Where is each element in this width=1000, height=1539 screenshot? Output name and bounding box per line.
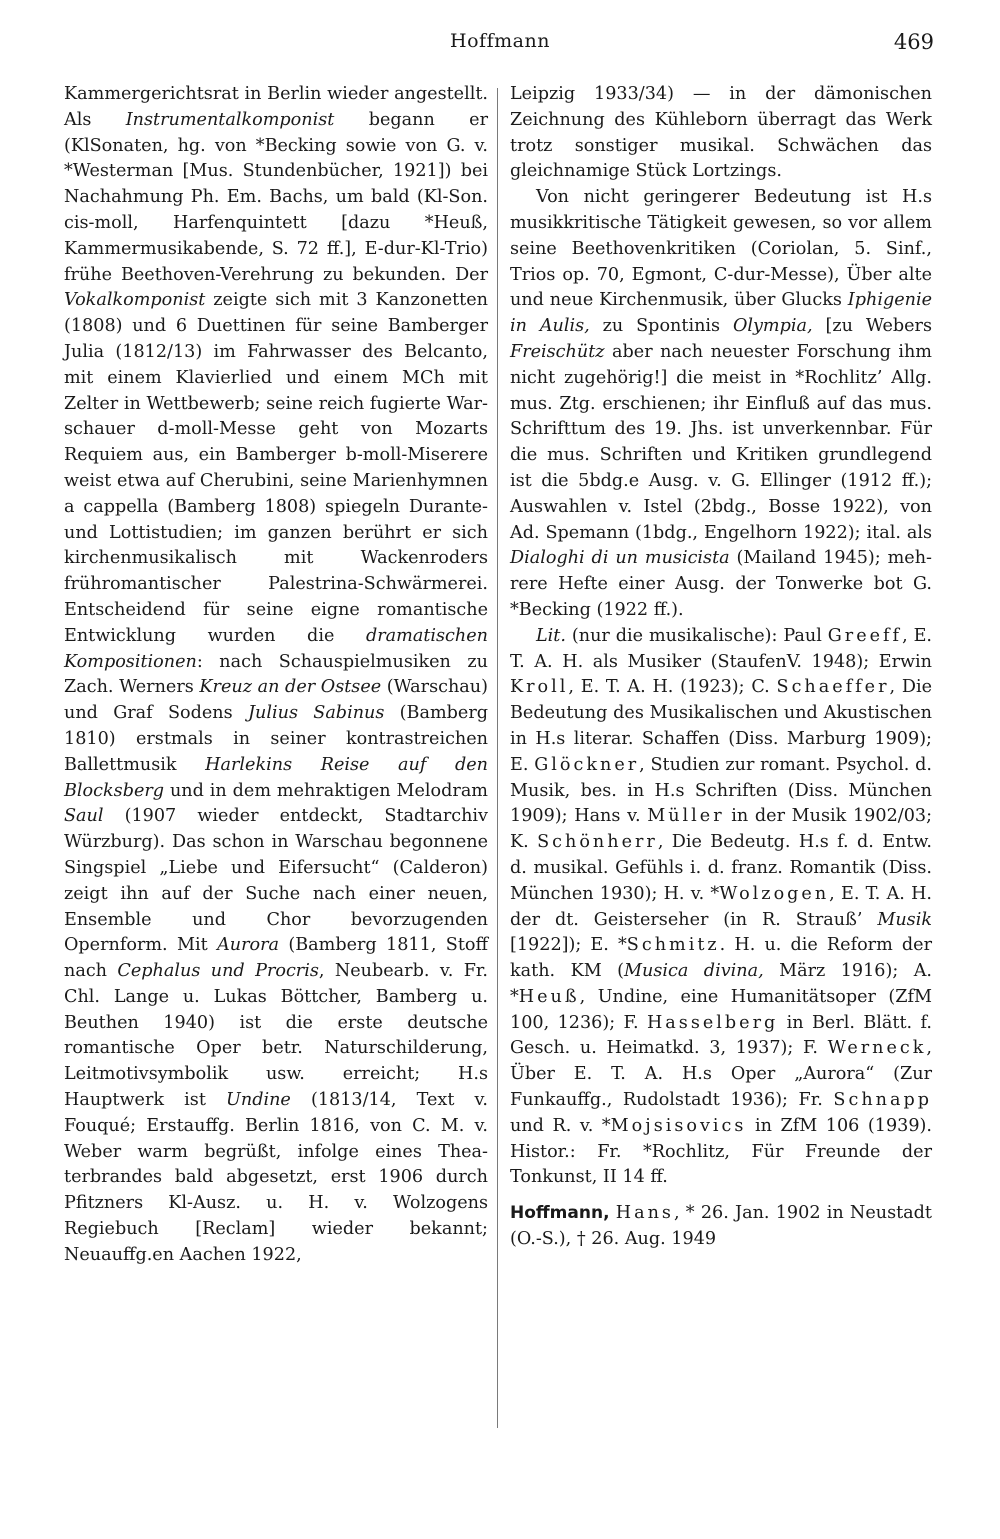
text-run: , Studien zur romant. Psychol. d. Musik, bes. in H.s Schriften (Diss. München 1909); Hans v. [510,754,932,827]
column-divider [497,88,498,1428]
text-run: . H. u. die Reform der kath. KM ( [510,935,932,982]
italic-title: Kreuz an der Ostsee [199,677,382,698]
text-run: März 1916); A. * [510,961,932,1007]
running-head-title: Hoffmann [450,30,550,52]
spaced-author: Greeff [827,625,903,646]
text-run: in der Musik 1902/03; K. [510,806,933,853]
italic-title: Undine [226,1090,291,1111]
text-run: Leipzig 1933/34) — in der dämonischen Zeichnung des Kühleborn überragt das Werk trotz sonstiger musikal. Schwächen das gleichnamige Stück Lortzings. [510,84,932,182]
text-run: [1922]); E. * [510,935,627,956]
italic-term: Instrumentalkomponist [125,109,335,130]
spaced-author: Heuß [518,986,580,1007]
italic-title: Julius Sabinus [247,703,385,724]
italic-term: Lit. [536,625,566,646]
text-run: in Berl. Blätt. f. Gesch. u. Heimatkd. 3, 1937); F. [510,1012,932,1059]
page-header [0,30,1000,64]
italic-title: Olympia, [732,316,813,337]
right-paragraph-literature [510,624,932,1192]
italic-title: Aurora [217,935,280,956]
text-run: zu Spontinis [589,316,733,337]
italic-title: Dialoghi di un musicista [510,548,730,569]
italic-title: Harlekins Reise auf den Blocksberg [64,754,488,801]
italic-title: Musica divina, [624,961,764,982]
right-column [510,82,932,1253]
text-run: Von nicht geringerer Bedeutung ist H.s musikkritische Tätigkeit gewesen, so vor allem seine Beethovenkritiken (Coriolan, 5. Sinf., Trios op. 70, Egmont, C-dur-Messe), Über alte und neue Kirchenmusik, über Glucks [510,187,932,311]
text-run: begann er (KlSonaten, hg. von *Becking sowie von G. v. *Westerman [Mus. Stundenbücher, 1921]) bei Nachahmung Ph. Em. Bachs, um bald (Kl-Son. cis-moll, Harfenquintett [dazu *Heuß, Kammermusikabende, S. 72 ff.], E-dur-Kl-Trio) frühe Beethoven-Verehrung zu bekunden. Der [64,109,488,285]
text-run: und in dem mehraktigen Melodram [164,780,488,801]
text-run: , Die Bedeutg. H.s f. d. Entw. d. musikal. Gefühls i. d. franz. Romantik (Diss. München 1930); H. v. * [510,832,932,904]
page-number: 469 [893,30,934,54]
text-run: , E. T. A. H. als Musiker (StaufenV. 1948); Erwin [510,625,932,672]
spaced-author: Mojsisovics [610,1115,747,1136]
text-run: , E. T. A. H. (1923); C. [568,677,777,698]
text-run: , Über E. T. A. H.s Oper „Aurora“ (Zur Funkauffg., Rudolstadt 1936); Fr. [510,1038,932,1111]
text-run: und R. v. * [510,1115,611,1136]
spaced-author: Schaeffer [776,677,890,698]
text-run: , Undine, eine Humanitätsoper (ZfM 100, 1236); F. [510,986,932,1033]
italic-title: Musik [877,909,932,930]
text-run: (Bamberg 1811, Stoff nach [64,935,488,982]
text-run: , E. T. A. H. der dt. Geisterseher (in R. Strauß’ [510,883,933,930]
new-entry-heading [510,1201,932,1253]
entry-name: Hoffmann, [510,1203,610,1224]
text-run: zeigte sich mit 3 Kanzonetten (1808) und 6 Duettinen für seine Bamberger Julia (1812/13) im Fahrwasser des Belcanto, mit einem Klavierlied und einem MCh mit Zelter in Wettbewerb; seine reich fugierte Warschauer d-moll-Messe geht von Mozarts Requiem aus, ein Bamberger b-moll-Miserere weist etwa auf Cherubini, seine Marienhymnen a cappella (Bamberg 1808) spiegeln Durante- und Lottistudien; im ganzen berührt er sich kirchenmusikalisch mit Wackenroders frühromantischer Palestrina-Schwärmerei. Entscheidend für seine eigne romantische Entwicklung wurden die [64,290,488,646]
text-run: [zu Webers [812,316,932,337]
text-run: in ZfM 106 (1939). Histor.: Fr. *Rochlitz, Für Freunde der Tonkunst, II 14 ff. [510,1115,932,1188]
text-run: aber nach neuester Forschung ihm nicht zugehörig!] die meist in *Rochlitz’ Allg. mus. Ztg. erschienen; ihr Einfluß auf das mus. Schrifttum des 19. Jhs. ist unverkennbar. Für die mus. Schriften und Kritiken grundlegend ist die 5bdg.e Ausg. v. G. Ellinger (1912 ff.); Auswahlen v. Istel (2bdg., Bosse 1922), von Ad. Spemann (1bdg., Engelhorn 1922); ital. als [510,341,932,543]
spaced-author: Wolzogen [719,883,830,904]
spaced-author: Schnapp [833,1090,932,1111]
italic-title: Iphigenie in Aulis, [510,290,932,337]
left-column [64,82,488,1269]
text-run: , * 26. Jan. 1902 in Neustadt (O.-S.), † 26. Aug. 1949 [510,1203,932,1250]
spaced-author: Schönherr [537,832,658,853]
italic-term: dramatischen Kompositionen [64,625,488,672]
spaced-author: Glöckner [534,754,640,775]
text-run: (Warschau) und Graf Sodens [64,677,488,724]
text-run: (1907 wieder entdeckt, Stadtarchiv Würzburg). Das schon in Warschau begonnene Singspiel „Liebe und Eifersucht“ (Calderon) zeigt ihn auf der Suche nach einer neuen, Ensemble und Chor bevorzugenden Opernform. Mit [64,806,488,956]
italic-title: Saul [64,806,104,827]
italic-term: Vokalkomponist [64,290,206,311]
entry-given-name: Hans [615,1203,674,1224]
spaced-author: Müller [647,806,725,827]
italic-title: Cephalus und Procris [117,961,319,982]
text-run: : nach Schauspielmusiken zu Zach. Werners [64,651,488,698]
right-paragraph-criticism [510,185,932,624]
text-run: (Bamberg 1810) erstmals in seiner kontrastreichen Ballettmusik [64,703,488,775]
text-run: (nur die musikalische): Paul [565,625,828,646]
text-run: , Neubearb. v. Fr. Chl. Lange u. Lukas Böttcher, Bamberg u. Beuthen 1940) ist die erste deutsche romantische Oper betr. Naturschilderung, Leitmotivsymbolik usw. erreicht; H.s Hauptwerk ist [64,961,488,1111]
text-run: Kammergerichtsrat in Berlin wieder angestellt. Als [64,84,488,130]
text-run: (1813/14, Text v. Fouqué; Erstauffg. Berlin 1816, von C. M. v. Weber warm begrüßt, infolge eines Theaterbrandes bald abgesetzt, erst 1906 durch Pfitzners Kl-Ausz. u. H. v. Wolzogens Regiebuch [Reclam] wieder bekannt; Neuauffg.en Aachen 1922, [64,1090,488,1265]
spaced-author: Schmitz [626,935,720,956]
right-paragraph-continuation [510,82,932,185]
text-run: (Mailand 1945); mehrere Hefte einer Ausg. der Tonwerke bot G. *Becking (1922 ff.). [510,548,932,620]
spaced-author: Werneck [827,1038,927,1059]
italic-title: Freischütz [510,341,605,362]
left-paragraph [64,82,488,1269]
spaced-author: Kroll [510,677,569,698]
spaced-author: Hasselberg [646,1012,779,1033]
text-run: , Die Bedeutung des Musikalischen und Akustischen in H.s literar. Schaffen (Diss. Marburg 1909); E. [510,677,932,775]
